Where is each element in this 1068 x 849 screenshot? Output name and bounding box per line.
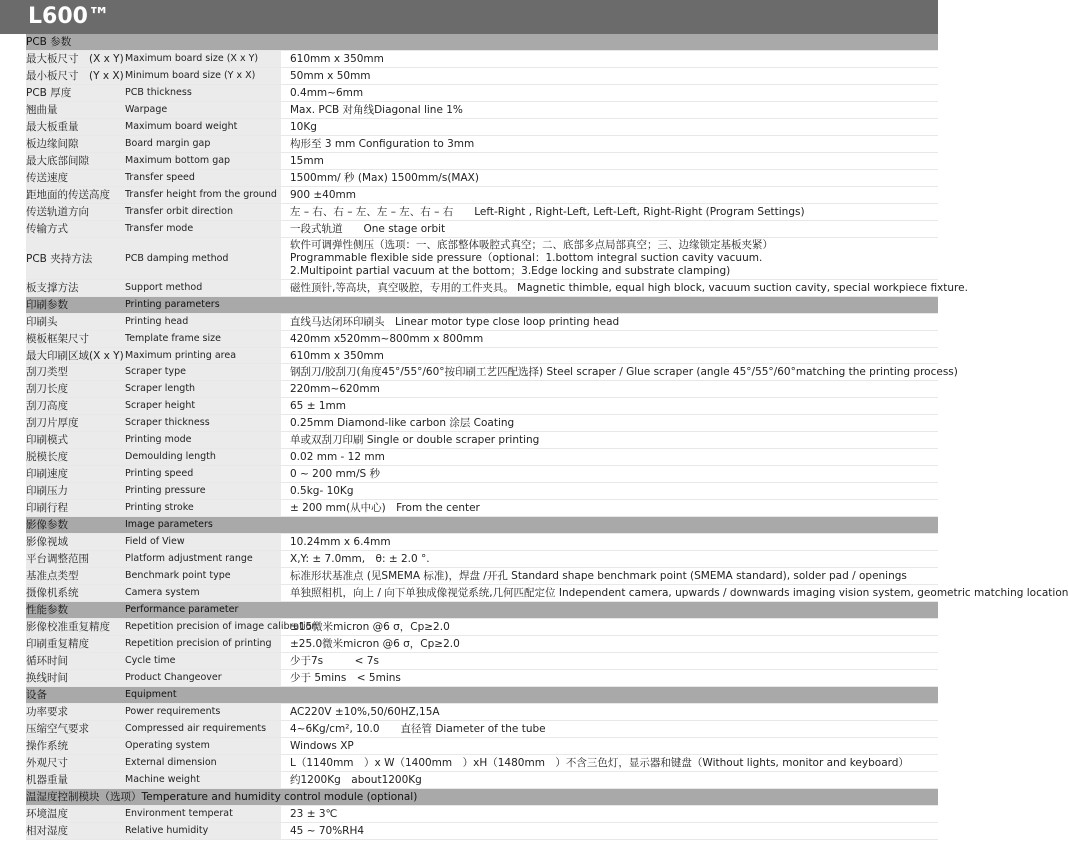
spec-label-zh: 板支撑方法 bbox=[26, 281, 79, 294]
spec-label-en: Maximum board size (X x Y) bbox=[125, 52, 259, 64]
spec-label-zh: 刮刀片厚度 bbox=[26, 417, 79, 430]
spec-row bbox=[26, 636, 938, 653]
spec-value-line: 2.Multipoint partial vacuum at the bottom；3.Edge locking and substrate clamping) bbox=[290, 264, 731, 277]
spec-label-en: Maximum board weight bbox=[125, 120, 238, 132]
spec-row bbox=[26, 102, 938, 119]
spec-label-cell bbox=[26, 280, 281, 296]
spec-row bbox=[26, 534, 938, 551]
spec-label-zh: 影像视域 bbox=[26, 536, 68, 549]
section-title-zh: 设备 bbox=[26, 688, 47, 701]
spec-label-zh: 板边缘间隙 bbox=[26, 137, 79, 150]
spec-value: 4~6Kg/cm², 10.0 直径管 Diameter of the tube bbox=[290, 722, 546, 735]
spec-value: 磁性顶针,等高块，真空吸腔，专用的工件夹具。 Magnetic thimble, equal high block, vacuum suction cavity, special workpiece fixture. bbox=[290, 281, 968, 294]
spec-label-cell bbox=[26, 551, 281, 567]
spec-value: 45 ~ 70%RH4 bbox=[290, 824, 365, 837]
spec-value: 0.5kg- 10Kg bbox=[290, 485, 354, 498]
spec-label-en: Relative humidity bbox=[125, 824, 209, 836]
spec-label-cell bbox=[26, 85, 281, 101]
spec-label-zh: 距地面的传送高度 bbox=[26, 188, 110, 201]
spec-value: L（1140mm ）x W（1400mm ）xH（1480mm ）不含三色灯，显示器和键盘（Without lights, monitor and keyboard） bbox=[290, 756, 909, 769]
spec-row bbox=[26, 721, 938, 738]
section-label-cell bbox=[26, 34, 938, 50]
spec-label-zh: 操作系统 bbox=[26, 739, 68, 752]
spec-label-cell bbox=[26, 238, 281, 279]
spec-value: ±15微米micron @6 σ，Cp≥2.0 bbox=[290, 621, 450, 633]
spec-value: 50mm x 50mm bbox=[290, 69, 371, 82]
spec-label-zh: 最小板尺寸 (Y x X) bbox=[26, 69, 124, 82]
spec-label-en: Field of View bbox=[125, 536, 185, 548]
spec-label-zh: 印刷速度 bbox=[26, 468, 68, 481]
spec-label-cell bbox=[26, 704, 281, 720]
spec-value: 标准形状基准点 (见SMEMA 标准)，焊盘 /开孔 Standard shape benchmark point (SMEMA standard), solder pad / openings bbox=[290, 570, 907, 583]
spec-value: 构形至 3 mm Configuration to 3mm bbox=[290, 137, 475, 150]
spec-value: 钢刮刀/胶刮刀(角度45°/55°/60°按印刷工艺匹配选择) Steel scraper / Glue scraper (angle 45°/55°/60°matching the printing process) bbox=[290, 366, 958, 379]
spec-label-cell bbox=[26, 568, 281, 584]
spec-label-en: Operating system bbox=[125, 739, 210, 751]
section-title-en: Equipment bbox=[125, 688, 177, 700]
spec-row bbox=[26, 704, 938, 721]
spec-label-zh: 印刷压力 bbox=[26, 485, 68, 498]
spec-row bbox=[26, 585, 1068, 602]
spec-value: AC220V ±10%,50/60HZ,15A bbox=[290, 705, 440, 718]
spec-row bbox=[26, 348, 938, 365]
spec-label-cell bbox=[26, 806, 281, 822]
spec-label-cell bbox=[26, 204, 281, 220]
spec-label-zh: 模板框架尺寸 bbox=[26, 332, 89, 345]
spec-row bbox=[26, 364, 958, 381]
section-title-zh: 影像参数 bbox=[26, 519, 68, 532]
spec-value: 少于 5mins < 5mins bbox=[290, 671, 401, 684]
spec-label-en: Camera system bbox=[125, 587, 200, 599]
spec-label-zh: 换线时间 bbox=[26, 671, 68, 684]
section-header bbox=[26, 34, 938, 51]
spec-value: 1500mm/ 秒 (Max) 1500mm/s(MAX) bbox=[290, 171, 479, 184]
spec-label-cell bbox=[26, 653, 281, 669]
spec-label-en: Printing speed bbox=[125, 468, 194, 480]
spec-row bbox=[26, 187, 938, 204]
spec-value: ±25.0微米micron @6 σ，Cp≥2.0 bbox=[290, 637, 460, 650]
spec-row bbox=[26, 136, 938, 153]
spec-row bbox=[26, 204, 938, 221]
spec-label-cell bbox=[26, 721, 281, 737]
section-label-cell bbox=[26, 602, 938, 618]
section-header bbox=[26, 789, 938, 806]
spec-row bbox=[26, 466, 938, 483]
section-label-cell bbox=[26, 517, 938, 533]
spec-label-en: Minimum board size (Y x X) bbox=[125, 69, 256, 81]
spec-value-line: Programmable flexible side pressure（optional：1.bottom integral suction cavity vacuum. bbox=[290, 251, 763, 264]
spec-value: 0.25mm Diamond-like carbon 涂层 Coating bbox=[290, 417, 515, 430]
spec-label-zh: 环境温度 bbox=[26, 807, 68, 820]
spec-label-en: Printing pressure bbox=[125, 485, 206, 497]
spec-label-zh: 翘曲量 bbox=[26, 103, 58, 116]
spec-value: 直线马达闭环印刷头 Linear motor type close loop printing head bbox=[290, 315, 620, 328]
spec-label-cell bbox=[26, 221, 281, 237]
spec-value: 一段式轨道 One stage orbit bbox=[290, 222, 446, 235]
spec-label-zh: 相对湿度 bbox=[26, 824, 68, 837]
spec-row bbox=[26, 153, 938, 170]
spec-label-en: Machine weight bbox=[125, 773, 200, 785]
spec-value: 单独照相机，向上 / 向下单独成像视觉系统,几何匹配定位 Independent camera, upwards / downwards imaging vision system, geometric matching location bbox=[290, 587, 1068, 600]
spec-row bbox=[26, 68, 938, 85]
spec-row bbox=[26, 670, 938, 687]
spec-label-cell bbox=[26, 153, 281, 169]
spec-label-cell bbox=[26, 823, 281, 839]
spec-label-cell bbox=[26, 670, 281, 686]
spec-row bbox=[26, 500, 938, 517]
spec-value-line: 软件可调弹性侧压（选项：一、底部整体吸腔式真空；二、底部多点局部真空；三、边缘锁定基板夹紧） bbox=[290, 238, 773, 251]
spec-value: 65 ± 1mm bbox=[290, 400, 346, 413]
spec-label-zh: 循环时间 bbox=[26, 654, 68, 667]
spec-table bbox=[26, 34, 1068, 840]
page-title: L600™ bbox=[0, 0, 938, 34]
spec-label-zh: 功率要求 bbox=[26, 705, 68, 718]
spec-label-zh: 基准点类型 bbox=[26, 570, 79, 583]
spec-row bbox=[26, 483, 938, 500]
spec-label-en: Demoulding length bbox=[125, 451, 216, 463]
section-header bbox=[26, 687, 938, 704]
spec-label-cell bbox=[26, 619, 318, 635]
spec-row bbox=[26, 331, 938, 348]
spec-label-zh: 摄像机系统 bbox=[26, 587, 79, 600]
spec-value: Windows XP bbox=[290, 739, 354, 752]
spec-row bbox=[26, 823, 938, 840]
spec-value: X,Y: ± 7.0mm, θ: ± 2.0 °. bbox=[290, 553, 430, 566]
spec-label-zh: 最大印刷区域(X x Y) bbox=[26, 349, 124, 362]
spec-label-cell bbox=[26, 331, 281, 347]
spec-label-zh: 最大板重量 bbox=[26, 120, 79, 133]
spec-label-en: Environment temperat bbox=[125, 807, 233, 819]
section-title-en: Printing parameters bbox=[125, 298, 220, 310]
spec-value: 左 – 右、右 – 左、左 – 左、右 – 右 Left-Right , Right-Left, Left-Left, Right-Right (Program Settings) bbox=[290, 205, 805, 218]
section-header bbox=[26, 297, 938, 314]
spec-row bbox=[26, 119, 938, 136]
spec-value: 15mm bbox=[290, 154, 324, 167]
spec-label-zh: 印刷重复精度 bbox=[26, 637, 89, 650]
spec-label-en: Compressed air requirements bbox=[125, 722, 267, 734]
section-header bbox=[26, 602, 938, 619]
spec-label-en: Support method bbox=[125, 281, 203, 293]
spec-row bbox=[26, 755, 938, 772]
spec-label-zh: 最大底部间隙 bbox=[26, 154, 89, 167]
spec-label-cell bbox=[26, 170, 281, 186]
spec-row bbox=[26, 314, 938, 331]
spec-label-zh: 印刷模式 bbox=[26, 434, 68, 447]
spec-label-en: Transfer mode bbox=[125, 222, 194, 234]
spec-value bbox=[290, 238, 938, 278]
spec-value: 220mm~620mm bbox=[290, 383, 380, 396]
spec-label-en: Product Changeover bbox=[125, 671, 222, 683]
spec-label-cell bbox=[26, 314, 281, 330]
spec-label-zh: PCB 夹持方法 bbox=[26, 252, 93, 265]
spec-label-cell bbox=[26, 500, 281, 516]
section-title-zh: PCB 参数 bbox=[26, 36, 72, 48]
spec-label-en: Repetition precision of image calibration bbox=[125, 621, 318, 632]
spec-label-cell bbox=[26, 398, 281, 414]
spec-label-en: Maximum printing area bbox=[125, 349, 237, 361]
spec-value: 0.4mm~6mm bbox=[290, 86, 364, 99]
spec-label-cell bbox=[26, 381, 281, 397]
spec-label-cell bbox=[26, 51, 281, 67]
spec-row bbox=[26, 415, 938, 432]
spec-value: 0.02 mm - 12 mm bbox=[290, 451, 385, 464]
spec-label-en: Scraper height bbox=[125, 400, 196, 412]
spec-value: ± 200 mm(从中心) From the center bbox=[290, 502, 480, 515]
spec-label-en: Scraper thickness bbox=[125, 417, 210, 429]
spec-label-cell bbox=[26, 68, 281, 84]
spec-label-cell bbox=[26, 772, 281, 788]
section-label-cell bbox=[26, 297, 938, 313]
spec-label-en: External dimension bbox=[125, 756, 217, 768]
spec-label-zh: 机器重量 bbox=[26, 773, 68, 786]
spec-value: 900 ±40mm bbox=[290, 188, 356, 201]
spec-label-zh: 传送速度 bbox=[26, 171, 68, 184]
spec-label-en: PCB damping method bbox=[125, 252, 229, 264]
spec-label-en: Printing head bbox=[125, 315, 189, 327]
spec-label-zh: 刮刀类型 bbox=[26, 366, 68, 379]
spec-label-zh: 脱模长度 bbox=[26, 451, 68, 464]
spec-row bbox=[26, 738, 938, 755]
spec-label-zh: 印刷头 bbox=[26, 315, 58, 328]
spec-label-cell bbox=[26, 483, 281, 499]
spec-row bbox=[26, 806, 938, 823]
spec-label-cell bbox=[26, 466, 281, 482]
spec-label-zh: 平台调整范围 bbox=[26, 553, 89, 566]
section-header bbox=[26, 517, 938, 534]
spec-label-en: Benchmark point type bbox=[125, 570, 231, 582]
section-title-en: Performance parameter bbox=[125, 604, 239, 616]
spec-label-zh: 最大板尺寸 (X x Y) bbox=[26, 52, 124, 65]
spec-label-en: Transfer orbit direction bbox=[125, 205, 233, 217]
spec-label-en: Repetition precision of printing bbox=[125, 637, 272, 649]
spec-label-cell bbox=[26, 136, 281, 152]
section-title-en: Image parameters bbox=[125, 519, 213, 531]
spec-label-cell bbox=[26, 102, 281, 118]
section-label-cell bbox=[26, 789, 938, 805]
spec-row bbox=[26, 398, 938, 415]
spec-label-en: PCB thickness bbox=[125, 86, 192, 98]
spec-label-zh: 压缩空气要求 bbox=[26, 722, 89, 735]
spec-value: 10Kg bbox=[290, 120, 317, 133]
spec-label-en: Maximum bottom gap bbox=[125, 154, 231, 166]
section-title-zh: 性能参数 bbox=[26, 604, 68, 617]
spec-value: 610mm x 350mm bbox=[290, 52, 384, 65]
spec-value: 0 ~ 200 mm/S 秒 bbox=[290, 468, 381, 481]
spec-label-en: Scraper length bbox=[125, 383, 196, 395]
spec-value: 少于7s < 7s bbox=[290, 654, 379, 667]
spec-row bbox=[26, 170, 938, 187]
spec-row bbox=[26, 619, 938, 636]
spec-label-zh: 刮刀长度 bbox=[26, 383, 68, 396]
spec-label-zh: 传输方式 bbox=[26, 222, 68, 235]
spec-label-en: Transfer height from the ground bbox=[125, 188, 277, 200]
spec-label-cell bbox=[26, 534, 281, 550]
spec-label-cell bbox=[26, 187, 281, 203]
spec-value: Max. PCB 对角线Diagonal line 1% bbox=[290, 103, 463, 116]
spec-value: 610mm x 350mm bbox=[290, 349, 384, 362]
section-title-zh: 温湿度控制模块（选项）Temperature and humidity control module (optional) bbox=[26, 790, 418, 803]
spec-label-en: Platform adjustment range bbox=[125, 553, 253, 565]
spec-label-zh: 传送轨道方向 bbox=[26, 205, 89, 218]
spec-value: 23 ± 3℃ bbox=[290, 807, 338, 820]
spec-label-cell bbox=[26, 449, 281, 465]
spec-label-zh: 影像校准重复精度 bbox=[26, 621, 110, 633]
spec-row bbox=[26, 568, 938, 585]
spec-label-cell bbox=[26, 348, 281, 364]
spec-label-zh: PCB 厚度 bbox=[26, 86, 72, 99]
spec-label-cell bbox=[26, 415, 281, 431]
spec-row bbox=[26, 221, 938, 238]
spec-row bbox=[26, 381, 938, 398]
spec-label-cell bbox=[26, 585, 281, 601]
spec-label-cell bbox=[26, 119, 281, 135]
spec-row bbox=[26, 449, 938, 466]
spec-label-en: Printing mode bbox=[125, 434, 192, 446]
spec-label-en: Board margin gap bbox=[125, 137, 211, 149]
spec-label-cell bbox=[26, 755, 281, 771]
section-label-cell bbox=[26, 687, 938, 703]
spec-label-zh: 印刷行程 bbox=[26, 502, 68, 515]
spec-label-zh: 外观尺寸 bbox=[26, 756, 68, 769]
spec-row bbox=[26, 653, 938, 670]
spec-row bbox=[26, 432, 938, 449]
spec-label-cell bbox=[26, 364, 281, 380]
spec-row bbox=[26, 772, 938, 789]
spec-value: 10.24mm x 6.4mm bbox=[290, 536, 391, 549]
spec-value: 420mm x520mm~800mm x 800mm bbox=[290, 332, 484, 345]
section-title-zh: 印刷参数 bbox=[26, 298, 68, 311]
spec-row bbox=[26, 51, 938, 68]
spec-row bbox=[26, 238, 938, 280]
spec-label-zh: 刮刀高度 bbox=[26, 400, 68, 413]
spec-row bbox=[26, 551, 938, 568]
spec-label-en: Template frame size bbox=[125, 332, 221, 344]
spec-label-cell bbox=[26, 738, 281, 754]
spec-value: 约1200Kg about1200Kg bbox=[290, 773, 422, 786]
spec-label-en: Transfer speed bbox=[125, 171, 195, 183]
spec-label-en: Printing stroke bbox=[125, 502, 194, 514]
spec-row bbox=[26, 280, 968, 297]
spec-label-cell bbox=[26, 432, 281, 448]
spec-label-en: Warpage bbox=[125, 103, 168, 115]
spec-value: 单或双刮刀印刷 Single or double scraper printing bbox=[290, 434, 540, 447]
spec-row bbox=[26, 85, 938, 102]
spec-label-en: Scraper type bbox=[125, 366, 187, 378]
spec-label-cell bbox=[26, 636, 281, 652]
spec-label-en: Power requirements bbox=[125, 705, 221, 717]
spec-label-en: Cycle time bbox=[125, 654, 176, 666]
